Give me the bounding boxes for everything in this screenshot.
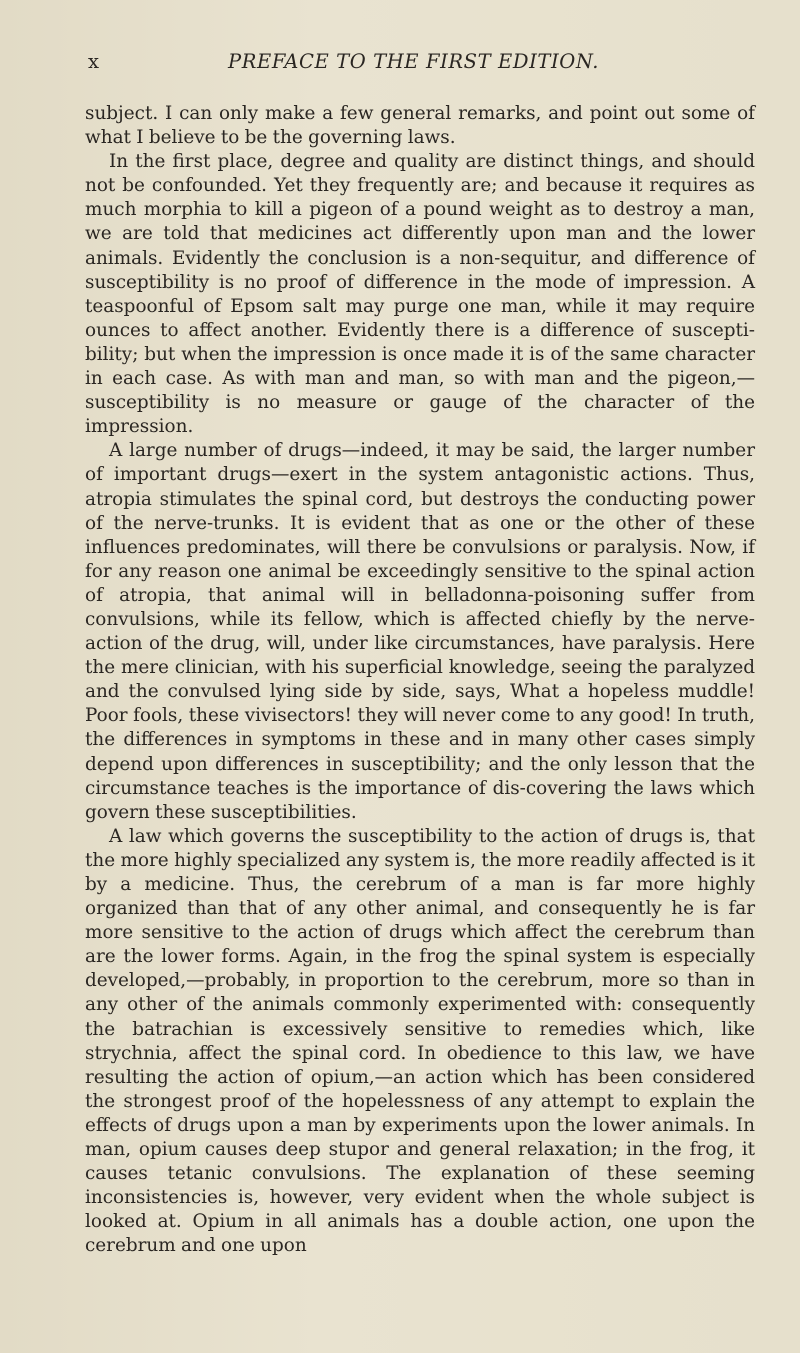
paragraph: A large number of drugs—indeed, it may be said, the larger number of important drugs—exert in the system antagonistic actions. Thus, atropia stimulates the spinal cord, but destroys the conducting power of the nerve-trunks. It is evident that as one or the other of these influences predominates, will there be convulsions or paralysis. Now, if for any reason one animal be exceedingly sensitive to the spinal action of atropia, that animal will in belladonna-poisoning suffer from convulsions, while its fellow, which is affected chiefly by the nerve-action of the drug, will, under like circumstances, have paralysis. Here the mere clinician, with his superficial knowledge, seeing the paralyzed and the convulsed lying side by side, says, What a hopeless muddle! Poor fools, these vivisectors! they will never come to any good! In truth, the differences in symptoms in these and in many other cases simply depend upon differences in susceptibility; and the only lesson that the circumstance teaches is the importance of dis-covering the laws which govern these susceptibilities. bbox=[85, 440, 755, 823]
paragraph-continued: subject. I can only make a few general remarks, and point out some of what I believe to be the governing laws. bbox=[85, 103, 755, 149]
page-number: x bbox=[88, 50, 100, 73]
body-text bbox=[85, 102, 755, 1259]
paragraph: In the first place, degree and quality are distinct things, and should not be confounded. Yet they frequently are; and because it requires as much morphia to kill a pigeon of a pound weight as to destroy a man, we are told that medicines act differently upon man and the lower animals. Evidently the conclusion is a non-sequitur, and difference of susceptibility is no proof of difference in the mode of impression. A teaspoonful of Epsom salt may purge one man, while it may require ounces to affect another. Evidently there is a difference of suscepti-bility; but when the impression is once made it is of the same character in each case. As with man and man, so with man and the pigeon,— susceptibility is no measure or gauge of the character of the impression. bbox=[85, 151, 755, 438]
paragraph: A law which governs the susceptibility to the action of drugs is, that the more highly specialized any system is, the more readily affected is it by a medicine. Thus, the cerebrum of a man is far more highly organized than that of any other animal, and consequently he is far more sensitive to the action of drugs which affect the cerebrum than are the lower forms. Again, in the frog the spinal system is especially developed,—probably, in proportion to the cerebrum, more so than in any other of the animals commonly experimented with: consequently the batrachian is excessively sensitive to remedies which, like strychnia, affect the spinal cord. In obedience to this law, we have resulting the action of opium,—an action which has been considered the strongest proof of the hopelessness of any attempt to explain the effects of drugs upon a man by experiments upon the lower animals. In man, opium causes deep stupor and general relaxation; in the frog, it causes tetanic convulsions. The explanation of these seeming inconsistencies is, however, very evident when the whole subject is looked at. Opium in all animals has a double action, one upon the cerebrum and one upon bbox=[85, 825, 755, 1257]
running-title: PREFACE TO THE FIRST EDITION. bbox=[228, 50, 600, 73]
running-head bbox=[88, 50, 748, 80]
